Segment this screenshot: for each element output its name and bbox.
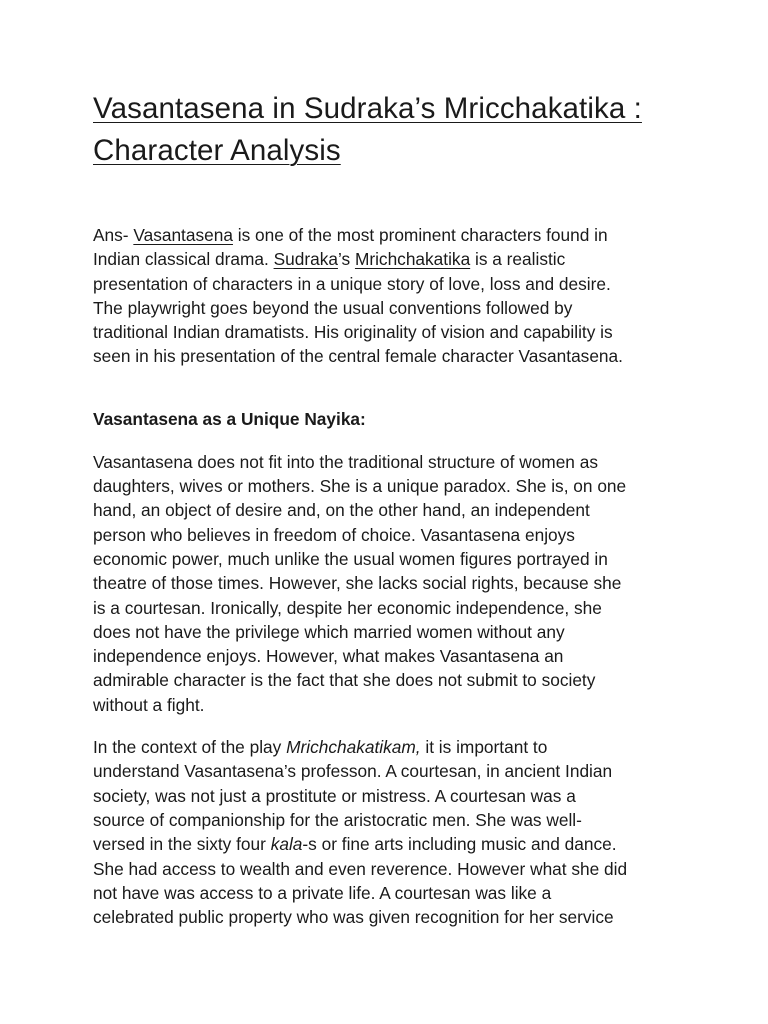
intro-line-5: traditional Indian dramatists. His originality of vision and capability is [93, 322, 613, 343]
context-line-1-end: it is important to [420, 737, 548, 758]
intro-paragraph [93, 223, 683, 369]
nayika-line: without a fight. [93, 694, 205, 715]
nayika-line: is a courtesan. Ironically, despite her economic independence, she [93, 597, 602, 618]
play-title-italic: Mrichchakatikam, [286, 737, 421, 758]
nayika-paragraph [93, 450, 683, 717]
section-heading: Vasantasena as a Unique Nayika: [93, 408, 366, 429]
context-line-4: source of companionship for the aristocratic men. She was well- [93, 809, 582, 830]
nayika-line: Vasantasena does not fit into the traditional structure of women as [93, 451, 598, 472]
context-line-8: celebrated public property who was given recognition for her service [93, 907, 614, 928]
title-line-1: Vasantasena in Sudraka’s Mricchakatika : [93, 92, 642, 125]
intro-line-3: presentation of characters in a unique story of love, loss and desire. [93, 273, 611, 294]
link-sudraka[interactable]: Sudraka [273, 249, 338, 270]
intro-line-6: seen in his presentation of the central female character Vasantasena. [93, 346, 623, 367]
nayika-line: independence enjoys. However, what makes Vasantasena an [93, 646, 564, 667]
answer-prefix: Ans- [93, 225, 134, 245]
context-line-1 [93, 735, 683, 759]
intro-line-2-start: Indian classical drama. [93, 249, 274, 270]
nayika-line: does not have the privilege which married women without any [93, 621, 565, 642]
context-line-5-end: -s or fine arts including music and dance. [302, 834, 617, 855]
nayika-line: admirable character is the fact that she does not submit to society [93, 670, 596, 691]
nayika-line: theatre of those times. However, she lacks social rights, because she [93, 573, 622, 594]
nayika-line: hand, an object of desire and, on the other hand, an independent [93, 500, 590, 521]
context-line-2: understand Vasantasena’s professon. A courtesan, in ancient Indian [93, 761, 613, 782]
context-line-7: not have was access to a private life. A courtesan was like a [93, 882, 552, 903]
intro-line-1 [93, 223, 683, 247]
document-page [93, 88, 683, 929]
intro-line-2-end: is a realistic [470, 249, 566, 270]
link-vasantasena[interactable]: Vasantasena [133, 225, 233, 245]
intro-line-4: The playwright goes beyond the usual conventions followed by [93, 297, 573, 318]
context-line-5-start: versed in the sixty four [93, 834, 271, 855]
context-line-6: She had access to wealth and even reverence. However what she did [93, 858, 628, 879]
intro-line-1-text: is one of the most prominent characters found in [232, 225, 608, 245]
title-line-2: Character Analysis [93, 134, 341, 167]
link-mrichchakatika[interactable]: Mrichchakatika [354, 249, 471, 270]
context-line-1-start: In the context of the play [93, 737, 287, 758]
intro-line-2-mid: ’s [337, 249, 355, 270]
context-paragraph [93, 735, 683, 929]
nayika-line: person who believes in freedom of choice. Vasantasena enjoys [93, 524, 575, 545]
kala-italic: kala [270, 834, 303, 855]
document-title [93, 88, 683, 172]
nayika-line: economic power, much unlike the usual women figures portrayed in [93, 548, 608, 569]
context-line-3: society, was not just a prostitute or mistress. A courtesan was a [93, 785, 576, 806]
intro-line-2 [93, 247, 683, 271]
context-line-5 [93, 832, 683, 856]
nayika-line: daughters, wives or mothers. She is a unique paradox. She is, on one [93, 476, 627, 497]
